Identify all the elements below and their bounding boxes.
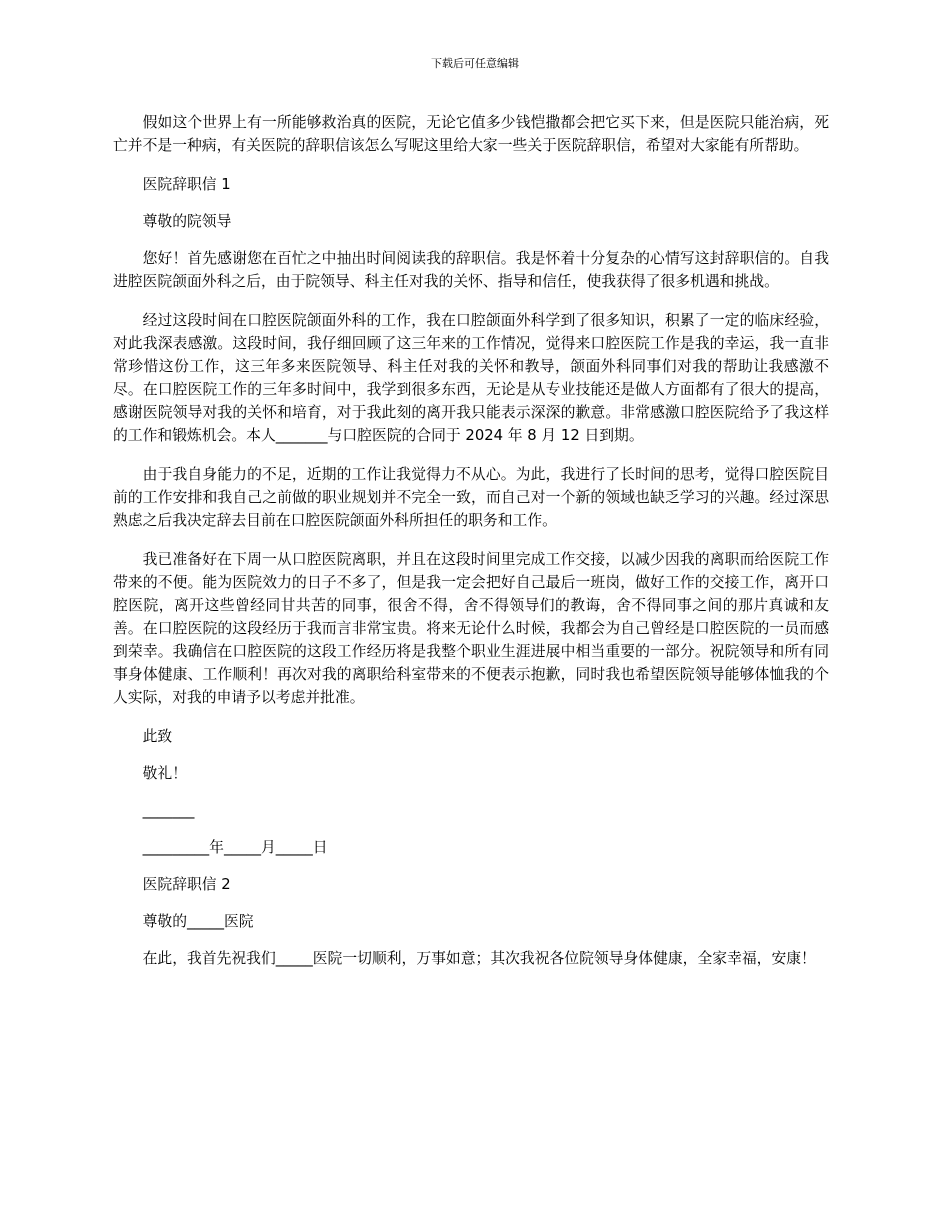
letter-1-salutation: 尊敬的院领导 [142,213,232,230]
letter-1-title: 医院辞职信 1 [142,176,231,193]
date-blank: _________年_____月_____日 [142,839,328,856]
document-body [113,111,829,986]
closing-jingli: 敬礼！ [142,765,187,782]
letter-1-paragraph-1: 您好！首先感谢您在百忙之中抽出时间阅读我的辞职信。我是怀着十分复杂的心情写这封辞职信的。自我进腔医院颌面外科之后，由于院领导、科主任对我的关怀、指导和信任，使我获得了很多机遇和挑战。 [113,250,829,290]
letter-2-title: 医院辞职信 2 [142,876,231,893]
closing-cizhi: 此致 [142,728,173,745]
page-header: 下载后可任意编辑 [431,57,519,70]
signature-blank: _______ [142,802,195,819]
letter-2-salutation: 尊敬的_____医院 [142,913,254,930]
intro-paragraph: 假如这个世界上有一所能够救治真的医院，无论它值多少钱恺撒都会把它买下来，但是医院只能治病，死亡并不是一种病，有关医院的辞职信该怎么写呢这里给大家一些关于医院辞职信，希望对大家能有所帮助。 [113,114,829,154]
letter-1-paragraph-3: 由于我自身能力的不足，近期的工作让我觉得力不从心。为此，我进行了长时间的思考，觉得口腔医院目前的工作安排和我自己之前做的职业规划并不完全一致，而自己对一个新的领域也缺乏学习的兴趣。经过深思熟虑之后我决定辞去目前在口腔医院颌面外科所担任的职务和工作。 [113,466,829,529]
letter-1-paragraph-2: 经过这段时间在口腔医院颌面外科的工作，我在口腔颌面外科学到了很多知识，积累了一定的临床经验，对此我深表感激。这段时间，我仔细回顾了这三年来的工作情况，觉得来口腔医院工作是我的幸运，我一直非常珍惜这份工作，这三年多来医院领导、科主任对我的关怀和教导，颌面外科同事们对我的帮助让我感激不尽。在口腔医院工作的三年多时间中，我学到很多东西，无论是从专业技能还是做人方面都有了很大的提高，感谢医院领导对我的关怀和培育，对于我此刻的离开我只能表示深深的歉意。非常感激口腔医院给予了我这样的工作和锻炼机会。本人_______与口腔医院的合同于 2024 年 8 月 12 日到期。 [113,312,829,444]
letter-1-paragraph-4: 我已准备好在下周一从口腔医院离职，并且在这段时间里完成工作交接，以减少因我的离职而给医院工作带来的不便。能为医院效力的日子不多了，但是我一定会把好自己最后一班岗，做好工作的交接工作，离开口腔医院，离开这些曾经同甘共苦的同事，很舍不得，舍不得领导们的教诲，舍不得同事之间的那片真诚和友善。在口腔医院的这段经历于我而言非常宝贵。将来无论什么时候，我都会为自己曾经是口腔医院的一员而感到荣幸。我确信在口腔医院的这段工作经历将是我整个职业生涯进展中相当重要的一部分。祝院领导和所有同事身体健康、工作顺利！再次对我的离职给科室带来的不便表示抱歉，同时我也希望医院领导能够体恤我的个人实际，对我的申请予以考虑并批准。 [113,551,829,706]
letter-2-paragraph-1: 在此，我首先祝我们_____医院一切顺利，万事如意；其次我祝各位院领导身体健康，全家幸福，安康！ [142,950,816,967]
